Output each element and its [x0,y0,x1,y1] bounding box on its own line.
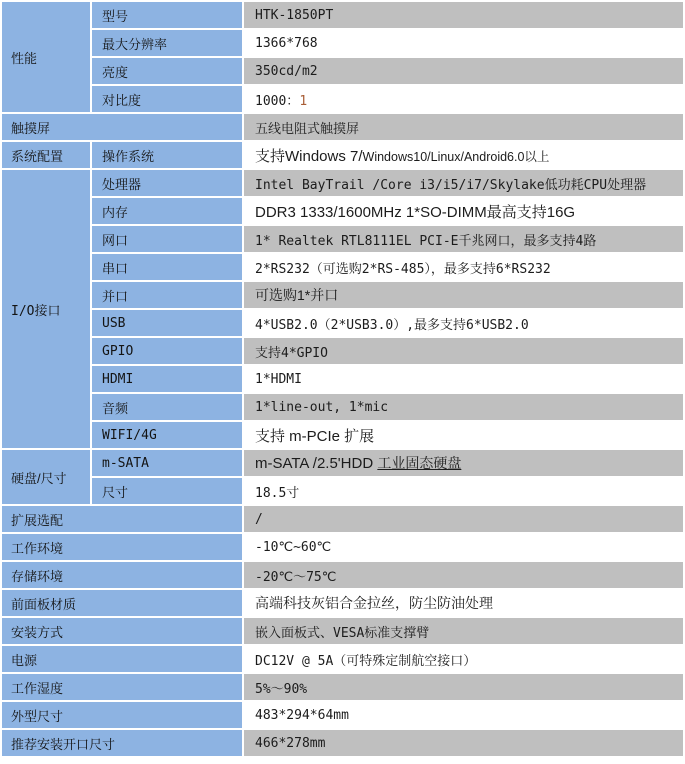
table-row [2,394,683,420]
value-cell [244,198,683,224]
value-text: 5%～90% [255,681,308,697]
value-cell [244,338,683,364]
value-cell [244,534,683,560]
value-text: 五线电阻式触摸屏 [255,121,360,137]
sub-label-cell: 尺寸 [92,478,242,504]
table-row [2,702,683,728]
sub-label-cell: WIFI/4G [92,422,242,448]
value-text: 支持Windows 7/ [255,147,363,165]
table-row [2,506,683,532]
sub-label-cell: 最大分辨率 [92,30,242,56]
sub-label-cell: GPIO [92,338,242,364]
table-row [2,646,683,672]
category-cell: 存储环境 [2,562,242,588]
sub-label-cell: HDMI [92,366,242,392]
table-row [2,30,683,56]
table-row [2,450,683,476]
sub-label-cell: 处理器 [92,170,242,196]
value-cell [244,170,683,196]
value-cell [244,730,683,756]
value-cell [244,702,683,728]
value-text: 1*HDMI [255,371,302,387]
table-row [2,254,683,280]
sub-label-cell: USB [92,310,242,336]
value-text: 2*RS232（可选购2*RS-485），最多支持6*RS232 [255,261,551,277]
sub-label-cell: 操作系统 [92,142,242,168]
sub-label-cell: 网口 [92,226,242,252]
category-cell: 系统配置 [2,142,90,168]
value-cell [244,2,683,28]
sub-label-cell: 内存 [92,198,242,224]
category-cell: 外型尺寸 [2,702,242,728]
sub-label-cell: 音频 [92,394,242,420]
table-row [2,226,683,252]
value-text: 1 [299,93,308,109]
table-row [2,198,683,224]
value-cell [244,618,683,644]
value-text: DC12V @ 5A（可特殊定制航空接口） [255,653,477,669]
table-row [2,366,683,392]
value-cell [244,450,683,476]
table-row [2,86,683,112]
sub-label-cell: 亮度 [92,58,242,84]
table-row [2,2,683,28]
value-cell [244,562,683,588]
category-cell: 硬盘/尺寸 [2,450,90,504]
value-cell [244,646,683,672]
value-text: 1* Realtek RTL8111EL PCI-E千兆网口，最多支持4路 [255,233,597,249]
value-cell [244,422,683,448]
value-text: 1*line-out, 1*mic [255,399,389,415]
table-row [2,170,683,196]
value-text: 483*294*64mm [255,707,349,723]
table-row [2,478,683,504]
category-cell: 安装方式 [2,618,242,644]
value-cell [244,506,683,532]
table-row [2,618,683,644]
table-row [2,590,683,616]
value-cell [244,674,683,700]
value-text: 支持 m-PCIe 扩展 [255,427,375,445]
value-text: 1000： [255,93,300,109]
table-row [2,282,683,308]
category-cell: I/O接口 [2,170,90,448]
value-cell [244,226,683,252]
value-text: 466*278mm [255,735,326,751]
category-cell: 扩展选配 [2,506,242,532]
value-cell [244,394,683,420]
table-row [2,674,683,700]
value-text: 350cd/m2 [255,63,318,79]
value-text: 4*USB2.0（2*USB3.0）,最多支持6*USB2.0 [255,317,529,333]
value-cell [244,478,683,504]
value-text: -20℃～75℃ [255,569,337,585]
category-cell: 前面板材质 [2,590,242,616]
sub-label-cell: 对比度 [92,86,242,112]
value-cell [244,254,683,280]
sub-label-cell: 型号 [92,2,242,28]
value-text: 嵌入面板式、VESA标准支撑臂 [255,625,430,641]
table-row [2,534,683,560]
category-cell: 触摸屏 [2,114,242,140]
value-cell [244,310,683,336]
table-row [2,58,683,84]
value-text: Intel BayTrail /Core i3/i5/i7/Skylake低功耗CPU处理器 [255,177,647,193]
category-cell: 电源 [2,646,242,672]
table-row [2,338,683,364]
value-text: 高端科技灰铝合金拉丝，防尘防油处理 [255,595,493,611]
value-cell [244,114,683,140]
value-text: HTK-1850PT [255,7,334,23]
value-text: 1366*768 [255,35,318,51]
table-row [2,142,683,168]
value-text: 工业固态硬盘 [377,455,462,471]
category-cell: 推荐安装开口尺寸 [2,730,242,756]
value-text: / [255,511,263,527]
value-cell [244,30,683,56]
sub-label-cell: m-SATA [92,450,242,476]
value-text: 可选购1*并口 [255,287,339,303]
value-text: Windows10/Linux/Android6.0以上 [362,149,550,164]
value-cell [244,282,683,308]
category-cell: 工作湿度 [2,674,242,700]
value-text: m-SATA /2.5'HDD [255,455,378,472]
sub-label-cell: 并口 [92,282,242,308]
value-cell [244,366,683,392]
value-cell [244,58,683,84]
category-cell: 性能 [2,2,90,112]
table-row [2,730,683,756]
value-text: DDR3 1333/1600MHz 1*SO-DIMM最高支持16G [255,203,576,221]
value-text: 18.5寸 [255,485,300,501]
table-row [2,114,683,140]
table-row [2,562,683,588]
category-cell: 工作环境 [2,534,242,560]
table-row [2,422,683,448]
value-cell [244,142,683,168]
value-text: 支持4*GPIO [255,345,328,361]
table-row [2,310,683,336]
value-cell [244,590,683,616]
value-text: -10℃~60℃ [255,539,332,555]
sub-label-cell: 串口 [92,254,242,280]
value-cell [244,86,683,112]
